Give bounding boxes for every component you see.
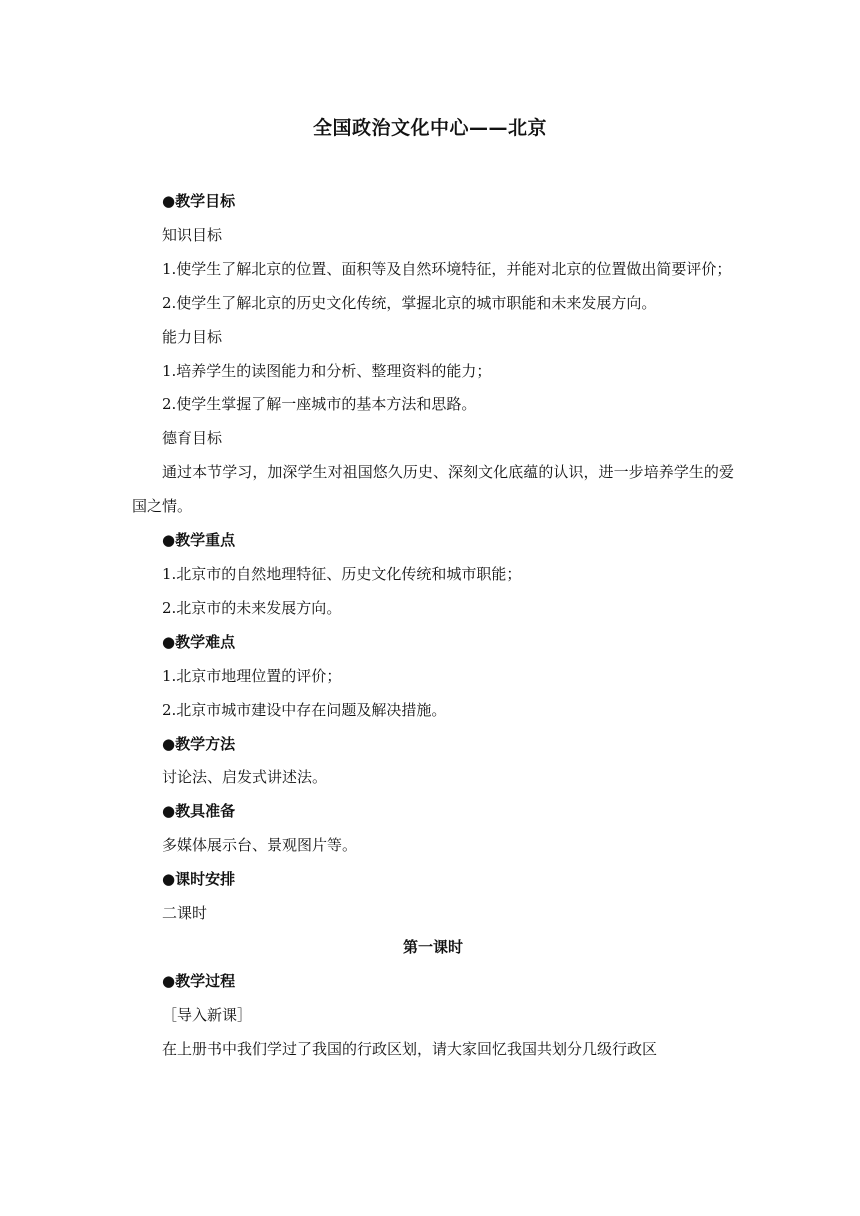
section-heading: ●教学过程 <box>162 971 236 990</box>
section-heading: ●课时安排 <box>162 870 236 889</box>
body-paragraph: 1.使学生了解北京的位置、面积等及自然环境特征，并能对北京的位置做出简要评价； <box>162 259 732 278</box>
lesson-heading: 第一课时 <box>402 937 463 956</box>
document-body <box>132 185 734 1067</box>
body-paragraph: 2.使学生掌握了解一座城市的基本方法和思路。 <box>162 395 477 414</box>
body-paragraph: 二课时 <box>162 904 208 923</box>
section-heading: ●教学难点 <box>162 632 236 651</box>
body-paragraph: 多媒体展示台、景观图片等。 <box>162 836 358 855</box>
body-paragraph: 2.北京市城市建设中存在问题及解决措施。 <box>162 700 447 719</box>
body-paragraph: 能力目标 <box>162 327 223 346</box>
body-paragraph: 通过本节学习，加深学生对祖国悠久历史、深刻文化底蕴的认识，进一步培养学生的爱国之情。 <box>132 463 734 516</box>
body-paragraph: 1.培养学生的读图能力和分析、整理资料的能力； <box>162 361 492 380</box>
body-paragraph: 2.使学生了解北京的历史文化传统，掌握北京的城市职能和未来发展方向。 <box>162 293 657 312</box>
body-paragraph: 2.北京市的未来发展方向。 <box>162 598 342 617</box>
section-heading: ●教学重点 <box>162 531 236 550</box>
body-paragraph: 德育目标 <box>162 429 223 448</box>
body-paragraph: 知识目标 <box>162 225 223 244</box>
section-heading: ●教学方法 <box>162 734 236 753</box>
body-paragraph: 1.北京市的自然地理特征、历史文化传统和城市职能； <box>162 564 522 583</box>
section-heading: ●教学目标 <box>162 192 236 210</box>
section-heading: ●教具准备 <box>162 802 236 821</box>
body-paragraph: ［导入新课］ <box>162 1005 253 1024</box>
document-title: 全国政治文化中心——北京 <box>312 117 547 139</box>
body-paragraph: 1.北京市地理位置的评价； <box>162 666 342 685</box>
body-paragraph: 在上册书中我们学过了我国的行政区划，请大家回忆我国共划分几级行政区 <box>162 1039 658 1058</box>
body-paragraph: 讨论法、启发式讲述法。 <box>162 768 328 787</box>
